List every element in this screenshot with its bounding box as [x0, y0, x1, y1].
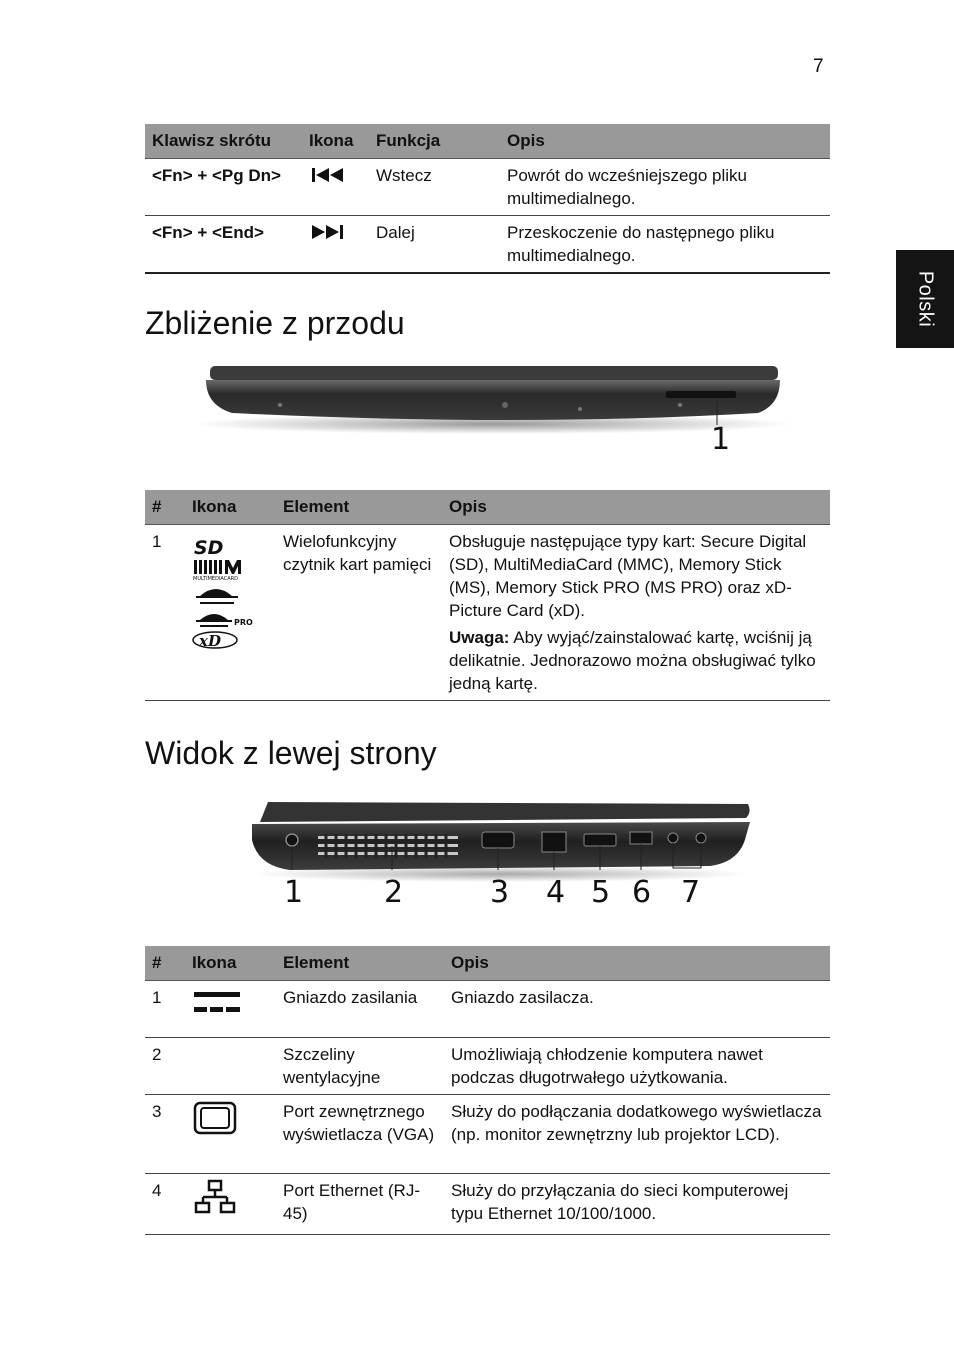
left-table-header — [145, 946, 830, 981]
header-element: Element — [276, 490, 442, 525]
row-description: Gniazdo zasilacza. — [444, 981, 830, 1038]
row-description: Umożliwiają chłodzenie komputera nawet podczas długotrwałego użytkowania. — [444, 1038, 830, 1095]
table-row — [145, 1038, 830, 1095]
header-number: # — [145, 490, 185, 525]
callout-2: 2 — [384, 875, 404, 910]
header-icon: Ikona — [302, 124, 369, 159]
row-icon-empty — [185, 1038, 276, 1095]
header-number: # — [145, 946, 185, 981]
front-view-title: Zbliżenie z przodu — [145, 305, 405, 341]
card-reader-description: Obsługuje następujące typy kart: Secure Digital (SD), MultiMediaCard (MMC), Memory Stick (MS), Memory Stick PRO (MS PRO) oraz xD-Picture Card (xD). — [449, 532, 807, 620]
header-description: Opis — [500, 124, 830, 159]
shortcut-description: Przeskoczenie do następnego pliku multimedialnego. — [500, 216, 830, 274]
left-ports-table — [145, 946, 830, 1235]
sd-logo: SD — [194, 537, 224, 559]
xd-logo: xD — [199, 632, 221, 650]
header-icon: Ikona — [185, 946, 276, 981]
row-element: Port Ethernet (RJ-45) — [276, 1174, 444, 1235]
shortcut-function: Dalej — [369, 216, 500, 274]
shortcut-description: Powrót do wcześniejszego pliku multimedialnego. — [500, 159, 830, 216]
callout-4: 4 — [546, 875, 566, 910]
page-number: 7 — [813, 56, 824, 77]
table-row — [145, 1095, 830, 1174]
row-number: 2 — [145, 1038, 185, 1095]
vga-port-icon — [185, 1095, 276, 1174]
callout-6: 6 — [632, 875, 652, 910]
row-element: Port zewnętrznego wyświetlacza (VGA) — [276, 1095, 444, 1174]
row-element: Wielofunkcyjny czytnik kart pamięci — [276, 525, 442, 701]
note-text: Aby wyjąć/zainstalować kartę, wciśnij ją delikatnie. Jednorazowo można obsługiwać tylko jedną kartę. — [449, 628, 816, 693]
shortcut-key: <Fn> + <End> — [145, 216, 302, 274]
row-element: Szczeliny wentylacyjne — [276, 1038, 444, 1095]
language-tab-label: Polski — [914, 270, 937, 328]
row-description: Służy do podłączania dodatkowego wyświetlacza (np. monitor zewnętrzny lub projektor LCD). — [444, 1095, 830, 1174]
callout-1: 1 — [711, 422, 731, 457]
dc-power-icon — [185, 981, 276, 1038]
callout-3: 3 — [490, 875, 510, 910]
row-number: 1 — [145, 981, 185, 1038]
row-number: 4 — [145, 1174, 185, 1235]
header-shortcut-key: Klawisz skrótu — [145, 124, 302, 159]
header-description: Opis — [442, 490, 830, 525]
header-function: Funkcja — [369, 124, 500, 159]
table-row — [145, 981, 830, 1038]
shortcut-function: Wstecz — [369, 159, 500, 216]
callout-5: 5 — [591, 875, 611, 910]
left-view-title: Widok z lewej strony — [145, 735, 437, 771]
callout-7: 7 — [681, 875, 701, 910]
header-icon: Ikona — [185, 490, 276, 525]
mmc-logo: MULTIMEDIACARD — [193, 576, 238, 582]
ethernet-network-icon — [185, 1174, 276, 1235]
row-element: Gniazdo zasilania — [276, 981, 444, 1038]
row-number: 3 — [145, 1095, 185, 1174]
note-label: Uwaga: — [449, 628, 510, 647]
header-element: Element — [276, 946, 444, 981]
header-description: Opis — [444, 946, 830, 981]
ms-pro-logo: PRO — [234, 618, 253, 627]
row-description: Służy do przyłączania do sieci komputerowej typu Ethernet 10/100/1000. — [444, 1174, 830, 1235]
table-row — [145, 1174, 830, 1235]
callout-1: 1 — [284, 875, 304, 910]
shortcut-key: <Fn> + <Pg Dn> — [145, 159, 302, 216]
row-number: 1 — [145, 525, 185, 701]
